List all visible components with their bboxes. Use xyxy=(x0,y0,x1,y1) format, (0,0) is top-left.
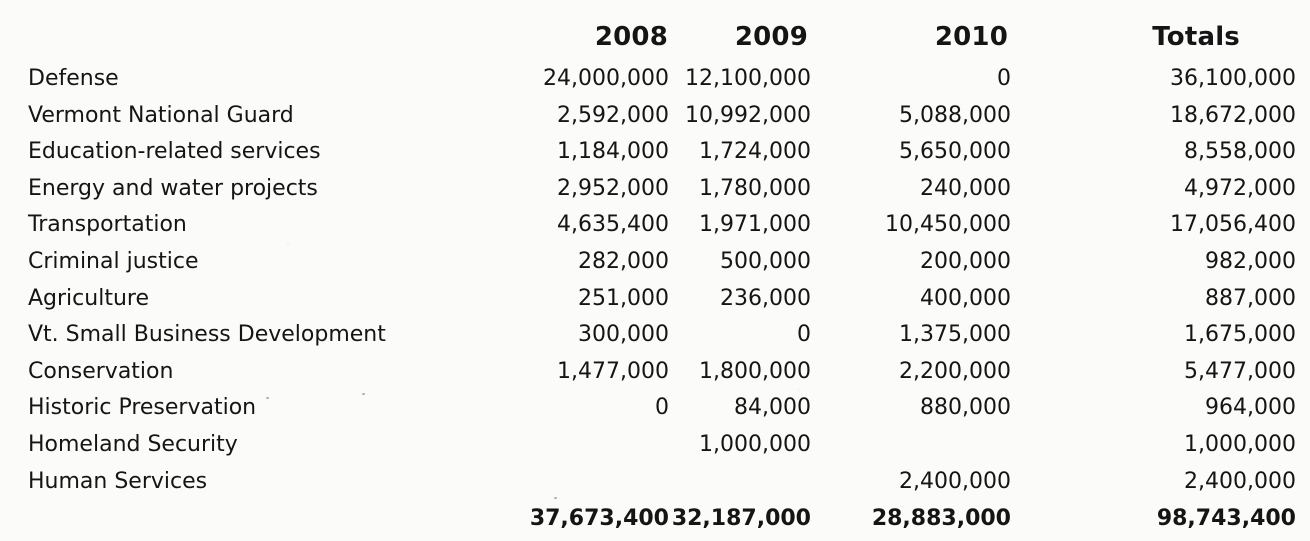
cell-total: 1,675,000 xyxy=(1184,322,1296,347)
scan-speck xyxy=(554,497,557,499)
row-label: Transportation xyxy=(28,212,187,237)
row-label: Vt. Small Business Development xyxy=(28,322,386,347)
cell-total: 2,400,000 xyxy=(1184,469,1296,494)
cell-2008: 2,952,000 xyxy=(557,176,669,201)
scan-speck xyxy=(362,393,365,395)
cell-total: 36,100,000 xyxy=(1170,66,1296,91)
cell-2010: 400,000 xyxy=(920,286,1011,311)
cell-2009: 500,000 xyxy=(720,249,811,274)
header-totals: Totals xyxy=(1152,22,1240,52)
cell-total: 8,558,000 xyxy=(1184,139,1296,164)
row-label: Defense xyxy=(28,66,119,91)
cell-2008: 300,000 xyxy=(578,322,669,347)
cell-total: 887,000 xyxy=(1205,286,1296,311)
cell-total: 5,477,000 xyxy=(1184,359,1296,384)
cell-2009: 84,000 xyxy=(734,395,811,420)
cell-2010: 0 xyxy=(997,66,1011,91)
cell-2008: 1,184,000 xyxy=(557,139,669,164)
cell-total: 1,000,000 xyxy=(1184,432,1296,457)
row-label: Education-related services xyxy=(28,139,321,164)
cell-2008: 251,000 xyxy=(578,286,669,311)
cell-2010: 240,000 xyxy=(920,176,1011,201)
grand-cell-2008: 37,673,400 xyxy=(529,506,669,531)
cell-2009: 1,000,000 xyxy=(699,432,811,457)
grand-cell-2009: 32,187,000 xyxy=(671,506,811,531)
cell-2010: 5,650,000 xyxy=(899,139,1011,164)
row-label: Conservation xyxy=(28,359,174,384)
row-label: Energy and water projects xyxy=(28,176,318,201)
cell-2009: 12,100,000 xyxy=(685,66,811,91)
grand-cell-2010: 28,883,000 xyxy=(871,506,1011,531)
cell-2010: 10,450,000 xyxy=(885,212,1011,237)
grand-cell-total: 98,743,400 xyxy=(1156,506,1296,531)
row-label: Vermont National Guard xyxy=(28,103,294,128)
row-label: Agriculture xyxy=(28,286,149,311)
cell-2008: 282,000 xyxy=(578,249,669,274)
cell-2008: 1,477,000 xyxy=(557,359,669,384)
cell-2010: 200,000 xyxy=(920,249,1011,274)
row-label: Human Services xyxy=(28,469,208,494)
header-2010: 2010 xyxy=(934,22,1008,52)
cell-2008: 0 xyxy=(655,395,669,420)
cell-2009: 1,724,000 xyxy=(699,139,811,164)
cell-2009: 10,992,000 xyxy=(685,103,811,128)
cell-total: 982,000 xyxy=(1205,249,1296,274)
cell-total: 4,972,000 xyxy=(1184,176,1296,201)
cell-2008: 4,635,400 xyxy=(557,212,669,237)
cell-2010: 1,375,000 xyxy=(899,322,1011,347)
cell-2010: 2,400,000 xyxy=(899,469,1011,494)
cell-2010: 2,200,000 xyxy=(899,359,1011,384)
row-label: Historic Preservation xyxy=(28,395,257,420)
cell-2009: 236,000 xyxy=(720,286,811,311)
cell-2009: 1,780,000 xyxy=(699,176,811,201)
scan-speck xyxy=(266,397,269,399)
cell-2008: 24,000,000 xyxy=(543,66,669,91)
cell-total: 17,056,400 xyxy=(1170,212,1296,237)
header-2008: 2008 xyxy=(594,22,668,52)
header-2009: 2009 xyxy=(734,22,808,52)
cell-2009: 1,971,000 xyxy=(699,212,811,237)
row-label: Criminal justice xyxy=(28,249,199,274)
row-label: Homeland Security xyxy=(28,432,238,457)
cell-total: 18,672,000 xyxy=(1170,103,1296,128)
cell-2010: 880,000 xyxy=(920,395,1011,420)
cell-2010: 5,088,000 xyxy=(899,103,1011,128)
cell-2009: 0 xyxy=(797,322,811,347)
cell-2008: 2,592,000 xyxy=(557,103,669,128)
cell-total: 964,000 xyxy=(1205,395,1296,420)
cell-2009: 1,800,000 xyxy=(699,359,811,384)
